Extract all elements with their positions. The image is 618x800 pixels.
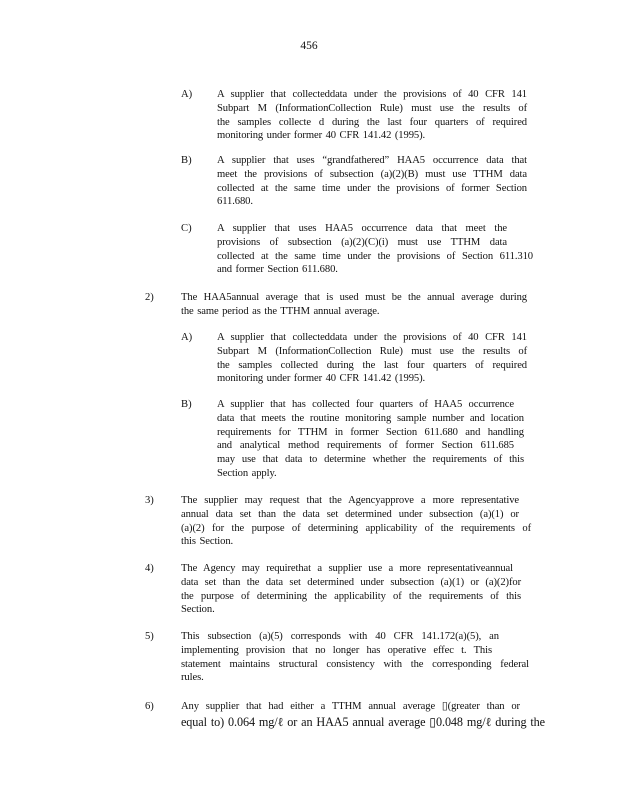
- text-line: The supplier may request that the Agencyapprove a more representative: [181, 495, 519, 506]
- item-text: [181, 291, 527, 319]
- item-text: [181, 700, 545, 731]
- text-line: meet the provisions of subsection (a)(2)(B) must use TTHM data: [217, 168, 527, 180]
- text-line: (a)(2) for the purpose of determining applicability of the requirements of: [181, 522, 531, 534]
- text-line: Subpart M (InformationCollection Rule) must use the results of: [217, 345, 527, 357]
- text-line: the same period as the TTHM annual average.: [181, 305, 380, 317]
- text-line: collected at the same time under the provisions of Section 611.310: [217, 250, 533, 262]
- text-line: the samples collected during the last four quarters of required: [217, 359, 527, 371]
- item-text: [217, 154, 527, 209]
- text-line: A supplier that collecteddata under the provisions of 40 CFR 141: [217, 89, 527, 100]
- item-label: C): [181, 223, 192, 234]
- text-line: implementing provision that no longer has operative effec t. This: [181, 644, 492, 656]
- text-line: annual data set than the data set determined under subsection (a)(1) or: [181, 508, 519, 520]
- text-line: data that meets the routine monitoring sample number and location: [217, 412, 524, 424]
- text-line: A supplier that collecteddata under the provisions of 40 CFR 141: [217, 332, 527, 343]
- item-text: [181, 562, 521, 617]
- text-line: Section.: [181, 604, 215, 616]
- text-line: this Section.: [181, 536, 234, 548]
- item-label: A): [181, 332, 193, 343]
- item-label: A): [181, 89, 193, 100]
- text-line: the purpose of determining the applicability of the requirements of this: [181, 590, 521, 602]
- item-label: B): [181, 399, 192, 410]
- text-line: may use that data to determine whether the requirements of this: [217, 454, 524, 466]
- item-text: [217, 331, 527, 386]
- item-text: [181, 494, 531, 549]
- text-line: and analytical method requirements of former Section 611.685: [217, 440, 514, 452]
- item-text: [217, 222, 533, 277]
- text-line: and former Section 611.680.: [217, 264, 338, 276]
- text-line: Any supplier that had either a TTHM annual average ▯(greater than or: [181, 701, 520, 712]
- text-line: Section apply.: [217, 467, 277, 479]
- item-text: [217, 88, 527, 143]
- text-line: provisions of subsection (a)(2)(C)(i) must use TTHM data: [217, 236, 507, 248]
- text-line: 611.680.: [217, 196, 253, 208]
- text-line: data set than the data set determined under subsection (a)(1) or (a)(2)for: [181, 576, 521, 588]
- text-line: This subsection (a)(5) corresponds with 40 CFR 141.172(a)(5), an: [181, 631, 499, 642]
- item-text: [181, 630, 529, 685]
- text-line: statement maintains structural consistency with the corresponding federal: [181, 658, 529, 670]
- item-label: 2): [145, 292, 154, 303]
- item-label: 5): [145, 631, 154, 642]
- text-line: The Agency may requirethat a supplier use a more representativeannual: [181, 563, 513, 574]
- text-line: Subpart M (InformationCollection Rule) must use the results of: [217, 102, 527, 114]
- text-line: monitoring under former 40 CFR 141.42 (1995).: [217, 130, 426, 142]
- text-line: collected at the same time under the provisions of former Section: [217, 182, 527, 194]
- item-label: 3): [145, 495, 154, 506]
- text-line: The HAA5annual average that is used must be the annual average during: [181, 292, 527, 303]
- text-line: monitoring under former 40 CFR 141.42 (1995).: [217, 373, 426, 385]
- text-line: rules.: [181, 672, 204, 684]
- item-label: 6): [145, 701, 154, 712]
- text-line: A supplier that has collected four quarters of HAA5 occurrence: [217, 399, 514, 410]
- text-line: equal to) 0.064 mg/ℓ or an HAA5 annual average ▯0.048 mg/ℓ during the: [181, 714, 545, 729]
- text-line: A supplier that uses HAA5 occurrence data that meet the: [217, 223, 507, 234]
- page-number: 456: [300, 40, 318, 52]
- text-line: the samples collecte d during the last four quarters of required: [217, 116, 527, 128]
- text-line: A supplier that uses “grandfathered” HAA5 occurrence data that: [217, 155, 527, 166]
- item-label: B): [181, 155, 192, 166]
- item-label: 4): [145, 563, 154, 574]
- text-line: requirements for TTHM in former Section 611.680 and handling: [217, 426, 524, 438]
- item-text: [217, 398, 524, 481]
